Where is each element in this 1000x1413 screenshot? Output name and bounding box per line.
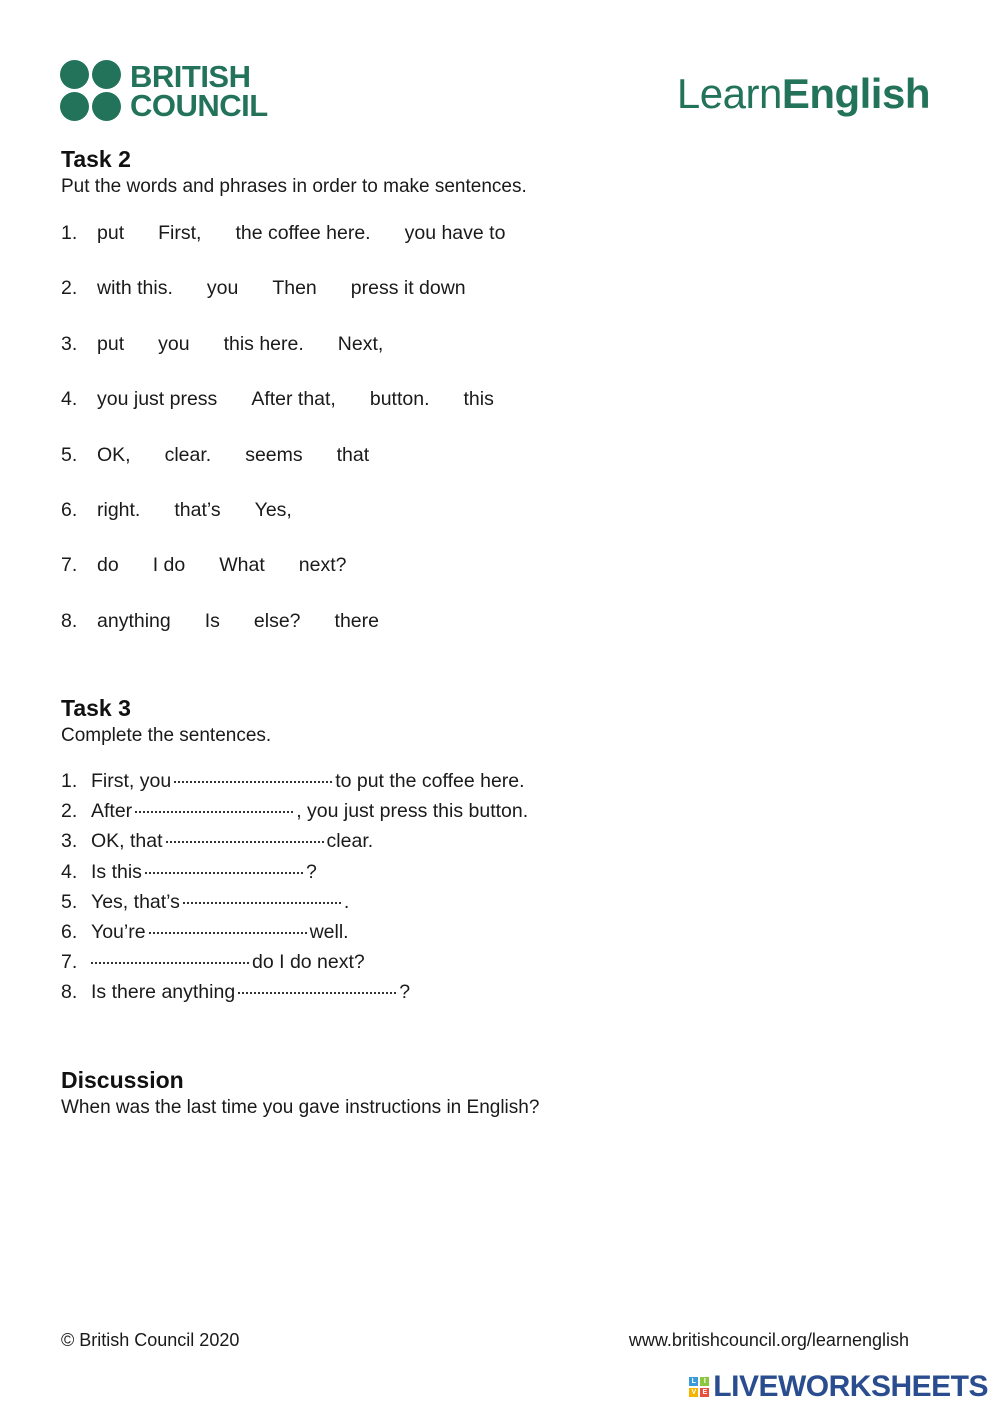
word-chip: that’s xyxy=(174,498,221,521)
word-chip: Yes, xyxy=(254,498,292,521)
sentence-after: , you just press this button. xyxy=(296,800,529,823)
word-chip: anything xyxy=(97,609,171,632)
sentence-after: . xyxy=(343,890,350,913)
word-chip: that xyxy=(336,443,370,466)
item-number: 3. xyxy=(61,830,78,853)
word-chip: Is xyxy=(204,609,220,632)
item-number: 2. xyxy=(61,800,78,823)
task2-item xyxy=(61,440,539,495)
item-number: 1. xyxy=(61,770,78,792)
liveworksheets-text: LIVEWORKSHEETS xyxy=(713,1370,988,1403)
word-chip: What xyxy=(219,554,265,577)
task2-item xyxy=(61,273,539,328)
item-number: 7. xyxy=(61,951,78,974)
task3-item xyxy=(61,858,528,888)
sentence-after: ? xyxy=(399,981,411,1004)
item-number: 8. xyxy=(61,609,78,632)
word-chip: Then xyxy=(272,277,317,300)
logo-english: English xyxy=(781,70,930,117)
word-chip: I do xyxy=(152,554,186,577)
task2-item xyxy=(61,606,539,661)
answer-blank[interactable] xyxy=(166,827,324,843)
item-number: 1. xyxy=(61,222,78,244)
task3-list xyxy=(61,767,528,1009)
item-number: 6. xyxy=(61,920,78,943)
liveworksheets-icon: L I V E xyxy=(689,1377,709,1397)
word-chip: you xyxy=(206,277,239,300)
answer-blank[interactable] xyxy=(91,948,249,964)
sentence-after: clear. xyxy=(326,830,374,853)
task3-item xyxy=(61,797,528,827)
task3-heading: Task 3 xyxy=(61,695,131,721)
item-number: 5. xyxy=(61,890,78,913)
website-url: www.britishcouncil.org/learnenglish xyxy=(628,1330,909,1350)
learnenglish-logo xyxy=(677,70,930,118)
word-chip: seems xyxy=(245,443,303,466)
word-chip: right. xyxy=(97,498,141,521)
answer-blank[interactable] xyxy=(174,767,332,783)
copyright: © British Council 2020 xyxy=(61,1330,240,1350)
word-chip: this here. xyxy=(223,332,304,355)
british-council-dots-icon xyxy=(60,60,122,122)
task2-instruction: Put the words and phrases in order to make sentences. xyxy=(61,176,527,197)
word-chip: next? xyxy=(298,554,347,577)
item-number: 2. xyxy=(61,277,78,300)
item-number: 3. xyxy=(61,332,78,355)
sentence-before: Yes, that’s xyxy=(91,890,180,913)
sentence-after: ? xyxy=(305,860,317,883)
answer-blank[interactable] xyxy=(183,888,341,904)
sentence-after: to put the coffee here. xyxy=(335,770,525,792)
word-chip: this xyxy=(463,388,494,411)
sentence-before: After xyxy=(91,800,133,823)
liveworksheets-watermark xyxy=(689,1370,988,1404)
discussion-heading: Discussion xyxy=(61,1067,184,1093)
word-chip: you have to xyxy=(404,222,506,244)
task3-item xyxy=(61,827,528,857)
logo-line-1: BRITISH xyxy=(130,59,251,94)
task3-instruction: Complete the sentences. xyxy=(61,725,272,746)
answer-blank[interactable] xyxy=(145,858,303,874)
sentence-before: First, you xyxy=(91,770,172,792)
answer-blank[interactable] xyxy=(135,797,293,813)
word-chip: you xyxy=(158,332,190,355)
task2-item xyxy=(61,495,539,550)
sentence-after: do I do next? xyxy=(252,951,365,974)
sentence-before: OK, that xyxy=(91,830,163,853)
word-chip: put xyxy=(97,222,125,244)
sentence-before: Is there anything xyxy=(91,981,236,1004)
word-chip: put xyxy=(97,332,125,355)
item-number: 7. xyxy=(61,554,78,577)
task3-item xyxy=(61,888,528,918)
logo-line-2: COUNCIL xyxy=(130,88,268,123)
answer-blank[interactable] xyxy=(149,918,307,934)
word-chip: you just press xyxy=(97,388,218,411)
word-chip: the coffee here. xyxy=(235,222,371,244)
word-chip: Next, xyxy=(337,332,384,355)
sentence-before: You’re xyxy=(91,920,146,943)
item-number: 5. xyxy=(61,443,78,466)
sentence-before: Is this xyxy=(91,860,142,883)
task2-item xyxy=(61,550,539,605)
task3-item xyxy=(61,978,528,1008)
item-number: 6. xyxy=(61,498,78,521)
word-chip: OK, xyxy=(97,443,131,466)
word-chip: press it down xyxy=(350,277,466,300)
item-number: 4. xyxy=(61,860,78,883)
answer-blank[interactable] xyxy=(238,978,396,994)
word-chip: with this. xyxy=(97,277,173,300)
word-chip: do xyxy=(97,554,119,577)
item-number: 8. xyxy=(61,981,78,1004)
logo-learn: Learn xyxy=(676,70,782,117)
task2-item xyxy=(61,329,539,384)
task2-list xyxy=(61,218,539,661)
item-number: 4. xyxy=(61,388,78,411)
task2-item xyxy=(61,218,539,273)
task3-item xyxy=(61,767,528,797)
task3-item xyxy=(61,948,528,978)
word-chip: there xyxy=(334,609,379,632)
task2-item xyxy=(61,384,539,439)
task2-heading: Task 2 xyxy=(61,146,131,172)
word-chip: button. xyxy=(369,388,430,411)
word-chip: After that, xyxy=(251,388,336,411)
discussion-question: When was the last time you gave instructions in English? xyxy=(61,1097,540,1118)
task3-item xyxy=(61,918,528,948)
word-chip: clear. xyxy=(164,443,212,466)
sentence-after: well. xyxy=(309,920,349,943)
word-chip: else? xyxy=(253,609,301,632)
word-chip: First, xyxy=(158,222,202,244)
british-council-logo xyxy=(60,60,268,122)
